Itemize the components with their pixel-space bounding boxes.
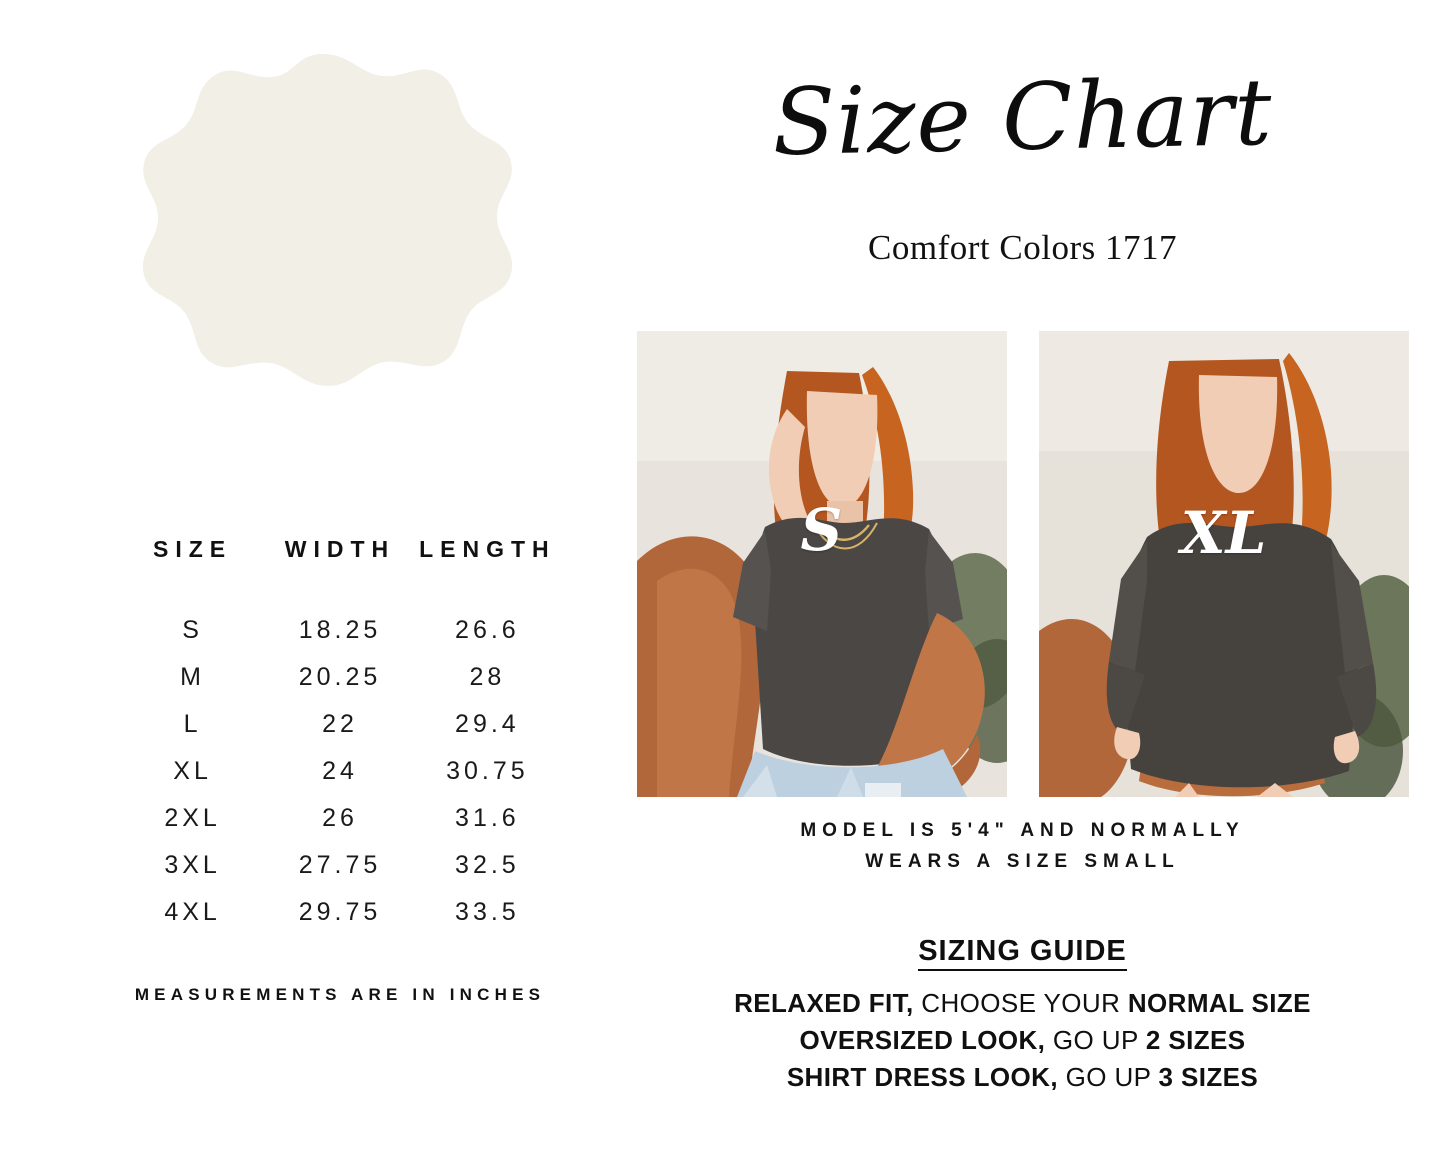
model-note-line-2: WEARS A SIZE SMALL — [865, 851, 1180, 872]
table-row — [120, 607, 560, 654]
cell-size: 3XL — [164, 851, 221, 879]
shirt-letter-xl: XL — [1180, 499, 1267, 567]
table-row — [120, 795, 560, 842]
guide-line-3-lead: SHIRT DRESS LOOK, — [786, 1062, 1058, 1092]
sizing-guide-lines — [600, 985, 1445, 1096]
cell-size: 2XL — [164, 804, 221, 832]
sizing-guide-line — [600, 1059, 1445, 1096]
guide-line-2-strong: 2 SIZES — [1145, 1025, 1246, 1055]
model-photos — [600, 331, 1445, 797]
decorative-blob-shape — [128, 48, 518, 448]
guide-line-2-lead: OVERSIZED LOOK, — [799, 1025, 1046, 1055]
table-row — [120, 748, 560, 795]
cell-size: 4XL — [164, 898, 221, 926]
product-name: Comfort Colors 1717 — [868, 228, 1177, 267]
column-header-size: SIZE — [153, 536, 233, 562]
cell-width: 29.75 — [298, 898, 382, 926]
model-note-line-1: MODEL IS 5'4" AND NORMALLY — [800, 820, 1245, 841]
guide-line-1-lead: RELAXED FIT, — [734, 988, 914, 1018]
cell-width: 22 — [322, 710, 358, 738]
photo-model-small — [637, 331, 1007, 797]
cell-width: 24 — [322, 757, 358, 785]
cell-size: L — [183, 710, 202, 738]
table-row — [120, 889, 560, 936]
guide-line-2-mid: GO UP — [1045, 1025, 1146, 1055]
cell-length: 32.5 — [455, 851, 520, 879]
photo-model-xl — [1039, 331, 1409, 797]
sizing-guide-line — [600, 985, 1445, 1022]
right-panel — [600, 0, 1445, 1156]
cell-width: 26 — [322, 804, 358, 832]
cell-length: 28 — [469, 663, 506, 691]
cell-size: M — [180, 663, 205, 691]
size-table-container — [120, 535, 560, 936]
size-chart-table — [120, 535, 560, 936]
cell-width: 27.75 — [298, 851, 382, 879]
column-header-length: LENGTH — [419, 536, 556, 562]
sizing-guide-title — [600, 935, 1445, 968]
guide-line-3-strong: 3 SIZES — [1158, 1062, 1259, 1092]
column-header-width: WIDTH — [284, 536, 396, 562]
model-height-note — [600, 815, 1445, 877]
sizing-guide-title-text: SIZING GUIDE — [918, 935, 1127, 971]
measurements-note: MEASUREMENTS ARE IN INCHES — [134, 985, 546, 1004]
table-header-row — [120, 535, 560, 607]
cell-length: 30.75 — [446, 757, 529, 785]
guide-line-1-mid: CHOOSE YOUR — [913, 988, 1128, 1018]
guide-line-1-strong: NORMAL SIZE — [1127, 988, 1311, 1018]
table-row — [120, 654, 560, 701]
guide-line-3-mid: GO UP — [1057, 1062, 1159, 1092]
shirt-letter-s: S — [800, 496, 843, 564]
sizing-guide-line — [600, 1022, 1445, 1059]
cell-length: 26.6 — [455, 616, 520, 644]
cell-length: 31.6 — [455, 804, 520, 832]
cell-length: 33.5 — [455, 898, 520, 926]
cell-width: 20.25 — [298, 663, 382, 691]
page-title: Size Chart — [771, 58, 1274, 177]
cell-width: 18.25 — [298, 616, 382, 644]
cell-size: XL — [173, 757, 212, 785]
table-row — [120, 701, 560, 748]
table-row — [120, 842, 560, 889]
cell-size: S — [182, 616, 203, 644]
cell-length: 29.4 — [455, 710, 520, 738]
left-panel — [0, 0, 600, 1156]
